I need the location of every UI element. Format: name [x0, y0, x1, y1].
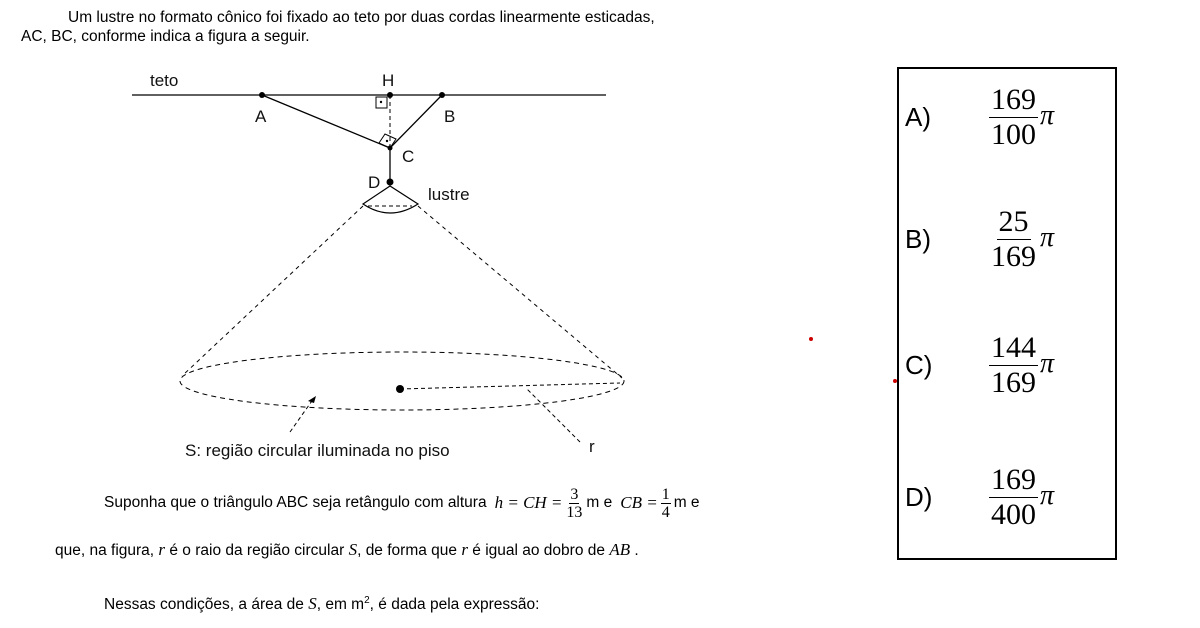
option-letter: C)	[905, 350, 933, 380]
option-fraction	[989, 205, 1038, 274]
option-numerator: 169	[991, 83, 1036, 116]
label-lustre: lustre	[428, 185, 470, 204]
region-s-pointer-arrow	[308, 396, 316, 403]
unit-text-2: m e	[673, 494, 700, 511]
paragraph-2-text: , de forma que	[357, 542, 458, 559]
radius-r-pointer	[527, 389, 580, 442]
label-c: C	[402, 147, 415, 166]
illuminated-region-ellipse	[180, 352, 624, 410]
label-a: A	[255, 107, 267, 126]
variable-r: r	[158, 540, 166, 559]
option-c[interactable]	[905, 331, 1054, 400]
cb-expression: CB =	[620, 493, 658, 512]
option-b[interactable]	[905, 205, 1054, 274]
label-b: B	[444, 107, 456, 126]
option-fraction	[989, 83, 1038, 152]
pi-symbol: π	[1040, 221, 1055, 253]
pi-symbol: π	[1040, 99, 1055, 131]
variable-s: S	[348, 540, 358, 559]
paragraph-1-prefix: Suponha que o triângulo ABC seja retângulo com altura	[104, 494, 487, 511]
option-denominator: 400	[991, 498, 1036, 531]
option-denominator: 169	[991, 240, 1036, 273]
cone-left-edge	[182, 206, 363, 376]
region-s-pointer	[290, 398, 314, 432]
intro-line-1: Um lustre no formato cônico foi fixado ao teto por duas cordas linearmente esticadas,	[68, 9, 655, 26]
option-letter: A)	[905, 102, 931, 132]
paragraph-2-text: que, na figura,	[55, 542, 155, 559]
paragraph-2-text: é igual ao dobro de	[472, 542, 605, 559]
right-angle-dot-h	[380, 101, 382, 103]
right-angle-dot-c	[386, 140, 388, 142]
option-d[interactable]	[905, 463, 1054, 532]
h-expression: h = CH =	[494, 493, 563, 512]
label-teto: teto	[150, 71, 179, 90]
point-c	[388, 146, 393, 151]
variable-r: r	[461, 540, 468, 559]
h-numerator: 3	[570, 485, 579, 503]
point-d	[387, 179, 394, 186]
paragraph-2-text: .	[634, 542, 639, 559]
rope-bc	[390, 95, 442, 148]
option-fraction	[989, 463, 1038, 532]
figure-caption: S: região circular iluminada no piso	[185, 441, 450, 460]
label-r: r	[589, 437, 595, 456]
point-a	[259, 92, 265, 98]
option-denominator: 100	[991, 118, 1036, 151]
option-a[interactable]	[905, 83, 1054, 152]
paragraph-3-text: , em m	[316, 596, 365, 613]
variable-s: S	[308, 594, 317, 613]
label-h: H	[382, 71, 395, 90]
label-d: D	[368, 173, 381, 192]
pi-symbol: π	[1040, 479, 1055, 511]
point-b	[439, 92, 445, 98]
radius-line	[400, 383, 620, 389]
option-fraction	[989, 331, 1038, 400]
rope-ac	[262, 95, 390, 148]
paragraph-1	[104, 478, 700, 528]
paragraph-2-text: é o raio da região circular	[169, 542, 345, 559]
option-numerator: 25	[998, 205, 1029, 238]
cb-denominator: 4	[661, 503, 670, 521]
pi-symbol: π	[1040, 347, 1055, 379]
paragraph-3-text: Nessas condições, a área de	[104, 596, 304, 613]
point-h	[387, 92, 393, 98]
variable-ab: AB	[609, 540, 631, 559]
option-numerator: 169	[991, 463, 1036, 496]
option-denominator: 169	[991, 366, 1036, 399]
option-letter: D)	[905, 482, 933, 512]
cb-fraction	[661, 486, 671, 521]
unit-exponent: 2	[364, 594, 370, 606]
paragraph-3	[104, 594, 539, 614]
option-numerator: 144	[991, 331, 1036, 364]
intro-line-2: AC, BC, conforme indica a figura a seguir.	[21, 28, 310, 45]
h-fraction	[565, 486, 583, 521]
paragraph-2	[55, 540, 639, 560]
paragraph-3-text: , é dada pela expressão:	[369, 596, 540, 613]
answer-options-box	[897, 67, 1117, 560]
h-denominator: 13	[566, 503, 583, 521]
option-letter: B)	[905, 224, 931, 254]
red-mark	[809, 337, 813, 341]
cb-numerator: 1	[661, 485, 670, 503]
unit-text-1: m e	[586, 494, 613, 511]
